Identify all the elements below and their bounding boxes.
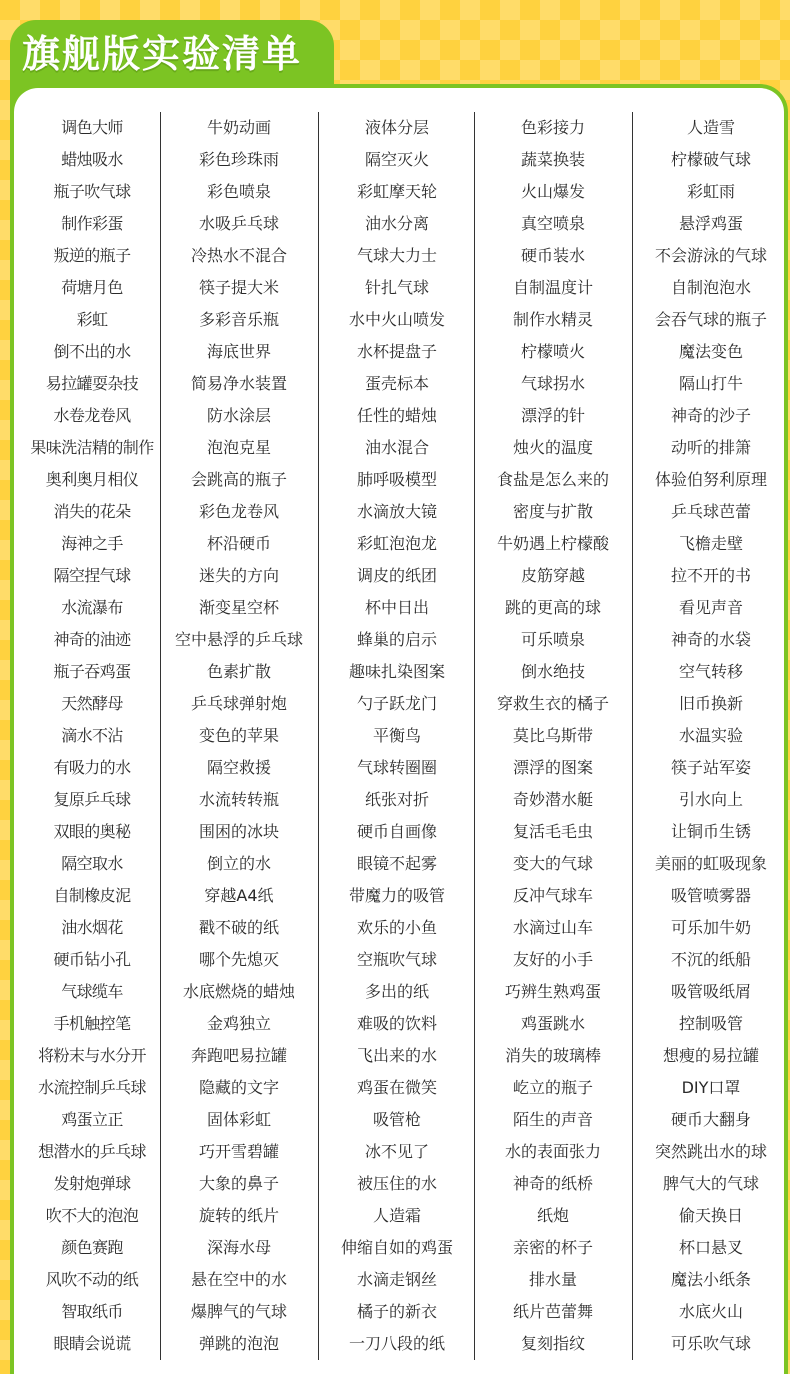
experiment-item: 彩虹摩天轮 (356, 182, 437, 201)
experiment-item: 动听的排箫 (670, 438, 751, 457)
experiment-item: 烛火的温度 (512, 438, 593, 457)
experiment-item: 吹不大的泡泡 (45, 1206, 139, 1225)
experiment-item: 柠檬破气球 (670, 150, 751, 169)
experiment-item: 针扎气球 (364, 278, 429, 297)
experiment-item: 牛奶动画 (206, 118, 271, 137)
experiment-item: 滴水不沾 (61, 726, 123, 745)
experiment-item: 偷天换日 (678, 1206, 743, 1225)
experiment-item: 突然跳出水的球 (654, 1142, 767, 1161)
experiment-item: 可乐喷泉 (520, 630, 585, 649)
experiment-item: 奔跑吧易拉罐 (190, 1046, 287, 1065)
experiment-item: 荷塘月色 (61, 278, 123, 297)
experiment-item: 蜂巢的启示 (356, 630, 437, 649)
experiment-item: 穿越A4纸 (204, 886, 274, 905)
experiment-item: 莫比乌斯带 (512, 726, 593, 745)
experiment-item: 海神之手 (61, 534, 123, 553)
experiment-item: 调皮的纸团 (356, 566, 437, 585)
experiment-item: 大象的鼻子 (198, 1174, 279, 1193)
experiment-item: 跳的更高的球 (504, 598, 601, 617)
experiment-item: 多出的纸 (364, 982, 429, 1001)
experiment-item: 自制温度计 (512, 278, 593, 297)
experiment-item: 倒不出的水 (53, 342, 131, 361)
experiment-item: 奥利奥月相仪 (45, 470, 139, 489)
experiment-item: 水中火山喷发 (348, 310, 445, 329)
experiment-item: 围困的冰块 (198, 822, 279, 841)
experiment-item: 倒水绝技 (520, 662, 585, 681)
experiment-item: 筷子提大米 (198, 278, 279, 297)
experiment-column-1 (14, 112, 170, 1360)
experiment-item: 复活毛毛虫 (512, 822, 593, 841)
experiment-item: 让铜币生锈 (670, 822, 751, 841)
experiment-item: 任性的蜡烛 (356, 406, 437, 425)
experiment-item: 隔空救援 (206, 758, 271, 777)
experiment-item: 橘子的新衣 (356, 1302, 437, 1321)
experiment-item: 渐变星空杯 (198, 598, 279, 617)
experiment-item: 双眼的奥秘 (53, 822, 131, 841)
experiment-item: 深海水母 (206, 1238, 271, 1257)
experiment-item: 杯口悬叉 (678, 1238, 743, 1257)
experiment-item: 彩虹雨 (686, 182, 735, 201)
experiment-item: 叛逆的瓶子 (53, 246, 131, 265)
experiment-item: 神奇的沙子 (670, 406, 751, 425)
experiment-item: 智取纸币 (61, 1302, 123, 1321)
experiment-item: 亲密的杯子 (512, 1238, 593, 1257)
experiment-item: 固体彩虹 (206, 1110, 271, 1129)
experiment-item: 海底世界 (206, 342, 271, 361)
experiment-item: 果味洗洁精的制作 (30, 438, 154, 457)
experiment-item: 消失的花朵 (53, 502, 131, 521)
experiment-item: 体验伯努利原理 (654, 470, 767, 489)
experiment-item: 复刻指纹 (520, 1334, 585, 1353)
experiment-item: 自制橡皮泥 (53, 886, 131, 905)
experiment-item: 制作水精灵 (512, 310, 593, 329)
experiment-item: 难吸的饮料 (356, 1014, 437, 1033)
experiment-item: 空中悬浮的乒乓球 (174, 630, 303, 649)
experiment-item: 反冲气球车 (512, 886, 593, 905)
experiment-item: 彩虹泡泡龙 (356, 534, 437, 553)
experiment-item: 巧开雪碧罐 (198, 1142, 279, 1161)
experiment-item: 杯沿硬币 (206, 534, 271, 553)
experiment-item: 隔空灭火 (364, 150, 429, 169)
experiment-item: 气球大力士 (356, 246, 437, 265)
experiment-item: 水滴走钢丝 (356, 1270, 437, 1289)
experiment-item: 隔山打牛 (678, 374, 743, 393)
experiment-item: 有吸力的水 (53, 758, 131, 777)
experiment-item: 一刀八段的纸 (348, 1334, 445, 1353)
experiment-item: 飞出来的水 (356, 1046, 437, 1065)
experiment-item: 倒立的水 (206, 854, 271, 873)
experiment-item: 人造雪 (686, 118, 735, 137)
experiment-item: 水杯提盘子 (356, 342, 437, 361)
experiment-item: 旧币换新 (678, 694, 743, 713)
experiment-item: 水滴放大镜 (356, 502, 437, 521)
experiment-item: 水流瀑布 (61, 598, 123, 617)
experiment-item: 冷热水不混合 (190, 246, 287, 265)
experiment-item: 蔬菜换装 (520, 150, 585, 169)
experiment-item: 色彩接力 (520, 118, 585, 137)
experiment-item: 带魔力的吸管 (348, 886, 445, 905)
experiment-item: 水滴过山车 (512, 918, 593, 937)
experiment-item: 风吹不动的纸 (45, 1270, 139, 1289)
experiment-item: 油水烟花 (61, 918, 123, 937)
experiment-item: 吸管吸纸屑 (670, 982, 751, 1001)
experiment-item: 会跳高的瓶子 (190, 470, 287, 489)
experiment-item: 鸡蛋跳水 (520, 1014, 585, 1033)
experiment-item: 冰不见了 (364, 1142, 429, 1161)
experiment-item: 屹立的瓶子 (512, 1078, 593, 1097)
experiment-item: 漂浮的针 (520, 406, 585, 425)
experiment-item: 水卷龙卷风 (53, 406, 131, 425)
experiment-item: 穿救生衣的橘子 (496, 694, 609, 713)
experiment-item: 液体分层 (364, 118, 429, 137)
experiment-item: 美丽的虹吸现象 (654, 854, 767, 873)
experiment-item: 空瓶吹气球 (356, 950, 437, 969)
experiment-item: 牛奶遇上柠檬酸 (496, 534, 609, 553)
experiment-column-2 (160, 112, 317, 1360)
experiment-item: 简易净水装置 (190, 374, 287, 393)
experiment-item: 水的表面张力 (504, 1142, 601, 1161)
experiment-item: 伸缩自如的鸡蛋 (340, 1238, 453, 1257)
experiment-item: 友好的小手 (512, 950, 593, 969)
experiment-item: 蜡烛吸水 (61, 150, 123, 169)
experiment-item: 鸡蛋在微笑 (356, 1078, 437, 1097)
experiment-item: 引水向上 (678, 790, 743, 809)
experiment-item: 飞檐走壁 (678, 534, 743, 553)
experiment-item: 筷子站军姿 (670, 758, 751, 777)
experiment-item: 彩色喷泉 (206, 182, 271, 201)
experiment-item: 看见声音 (678, 598, 743, 617)
experiment-column-4 (474, 112, 631, 1360)
experiment-item: 漂浮的图案 (512, 758, 593, 777)
experiment-item: 被压住的水 (356, 1174, 437, 1193)
experiment-item: 弹跳的泡泡 (198, 1334, 279, 1353)
experiment-item: 神奇的油迹 (53, 630, 131, 649)
experiment-item: 复原乒乓球 (53, 790, 131, 809)
experiment-item: 会吞气球的瓶子 (654, 310, 767, 329)
experiment-item: 魔法变色 (678, 342, 743, 361)
experiment-item: 密度与扩散 (512, 502, 593, 521)
experiment-item: 多彩音乐瓶 (198, 310, 279, 329)
experiment-item: 变大的气球 (512, 854, 593, 873)
experiment-item: 颜色赛跑 (61, 1238, 123, 1257)
experiment-item: 可乐加牛奶 (670, 918, 751, 937)
experiment-item: 水底燃烧的蜡烛 (182, 982, 295, 1001)
experiment-item: 陌生的声音 (512, 1110, 593, 1129)
experiment-item: 硬币大翻身 (670, 1110, 751, 1129)
experiment-item: 隐藏的文字 (198, 1078, 279, 1097)
experiment-item: 不沉的纸船 (670, 950, 751, 969)
experiment-item: 吸管枪 (372, 1110, 421, 1129)
experiment-item: 火山爆发 (520, 182, 585, 201)
experiment-item: 发射炮弹球 (53, 1174, 131, 1193)
experiment-item: 乒乓球弹射炮 (190, 694, 287, 713)
experiment-item: DIY口罩 (681, 1078, 741, 1097)
experiment-item: 欢乐的小鱼 (356, 918, 437, 937)
experiment-item: 脾气大的气球 (662, 1174, 759, 1193)
experiment-item: 拉不开的书 (670, 566, 751, 585)
experiment-item: 隔空取水 (61, 854, 123, 873)
experiment-item: 彩色龙卷风 (198, 502, 279, 521)
experiment-item: 鸡蛋立正 (61, 1110, 123, 1129)
experiment-item: 魔法小纸条 (670, 1270, 751, 1289)
experiment-item: 彩虹 (76, 310, 108, 329)
experiment-item: 悬浮鸡蛋 (678, 214, 743, 233)
experiment-item: 瓶子吹气球 (53, 182, 131, 201)
experiment-item: 趣味扎染图案 (348, 662, 445, 681)
experiment-item: 吸管喷雾器 (670, 886, 751, 905)
experiment-item: 瓶子吞鸡蛋 (53, 662, 131, 681)
experiment-column-3 (318, 112, 475, 1360)
experiment-item: 戳不破的纸 (198, 918, 279, 937)
experiment-column-5 (632, 112, 789, 1360)
experiment-item: 易拉罐耍杂技 (45, 374, 139, 393)
experiment-item: 眼镜不起雾 (356, 854, 437, 873)
experiment-item: 自制泡泡水 (670, 278, 751, 297)
experiment-item: 天然酵母 (61, 694, 123, 713)
experiment-item: 蛋壳标本 (364, 374, 429, 393)
experiment-item: 隔空捏气球 (53, 566, 131, 585)
experiment-item: 气球转圈圈 (356, 758, 437, 777)
experiment-item: 可乐吹气球 (670, 1334, 751, 1353)
experiment-item: 金鸡独立 (206, 1014, 271, 1033)
experiment-item: 人造霜 (372, 1206, 421, 1225)
experiment-item: 神奇的纸桥 (512, 1174, 593, 1193)
experiment-item: 水吸乒乓球 (198, 214, 279, 233)
experiment-item: 杯中日出 (364, 598, 429, 617)
experiment-item: 勺子跃龙门 (356, 694, 437, 713)
experiment-item: 变色的苹果 (198, 726, 279, 745)
experiment-item: 真空喷泉 (520, 214, 585, 233)
experiment-item: 旋转的纸片 (198, 1206, 279, 1225)
experiment-item: 空气转移 (678, 662, 743, 681)
experiment-item: 油水混合 (364, 438, 429, 457)
experiment-item: 奇妙潜水艇 (512, 790, 593, 809)
experiment-item: 纸张对折 (364, 790, 429, 809)
experiment-item: 柠檬喷火 (520, 342, 585, 361)
experiment-item: 将粉末与水分开 (38, 1046, 146, 1065)
experiment-item: 硬币钻小孔 (53, 950, 131, 969)
experiment-item: 眼睛会说谎 (53, 1334, 131, 1353)
experiment-item: 消失的玻璃棒 (504, 1046, 601, 1065)
experiment-item: 色素扩散 (206, 662, 271, 681)
experiment-item: 悬在空中的水 (190, 1270, 287, 1289)
experiment-item: 彩色珍珠雨 (198, 150, 279, 169)
experiment-item: 平衡鸟 (372, 726, 421, 745)
experiment-item: 水底火山 (678, 1302, 743, 1321)
experiment-item: 泡泡克星 (206, 438, 271, 457)
experiment-item: 水流转转瓶 (198, 790, 279, 809)
experiment-item: 皮筋穿越 (520, 566, 585, 585)
experiment-item: 硬币自画像 (356, 822, 437, 841)
experiment-item: 油水分离 (364, 214, 429, 233)
experiment-item: 气球拐水 (520, 374, 585, 393)
experiment-item: 迷失的方向 (198, 566, 279, 585)
experiment-item: 爆脾气的气球 (190, 1302, 287, 1321)
experiment-list-panel (10, 84, 788, 1374)
experiment-item: 排水量 (528, 1270, 577, 1289)
experiment-item: 气球缆车 (61, 982, 123, 1001)
experiment-item: 想潜水的乒乓球 (38, 1142, 146, 1161)
experiment-item: 巧辨生熟鸡蛋 (504, 982, 601, 1001)
experiment-item: 防水涂层 (206, 406, 271, 425)
experiment-item: 硬币装水 (520, 246, 585, 265)
experiment-item: 哪个先熄灭 (198, 950, 279, 969)
experiment-item: 乒乓球芭蕾 (670, 502, 751, 521)
experiment-item: 水流控制乒乓球 (38, 1078, 146, 1097)
experiment-item: 手机触控笔 (53, 1014, 131, 1033)
experiment-item: 不会游泳的气球 (654, 246, 767, 265)
experiment-item: 神奇的水袋 (670, 630, 751, 649)
experiment-item: 水温实验 (678, 726, 743, 745)
experiment-item: 纸片芭蕾舞 (512, 1302, 593, 1321)
experiment-item: 食盐是怎么来的 (496, 470, 609, 489)
experiment-item: 制作彩蛋 (61, 214, 123, 233)
experiment-item: 想瘦的易拉罐 (662, 1046, 759, 1065)
page-title: 旗舰版实验清单 (22, 32, 303, 76)
experiment-item: 调色大师 (61, 118, 123, 137)
experiment-item: 纸炮 (536, 1206, 569, 1225)
experiment-item: 控制吸管 (678, 1014, 743, 1033)
experiment-item: 肺呼吸模型 (356, 470, 437, 489)
